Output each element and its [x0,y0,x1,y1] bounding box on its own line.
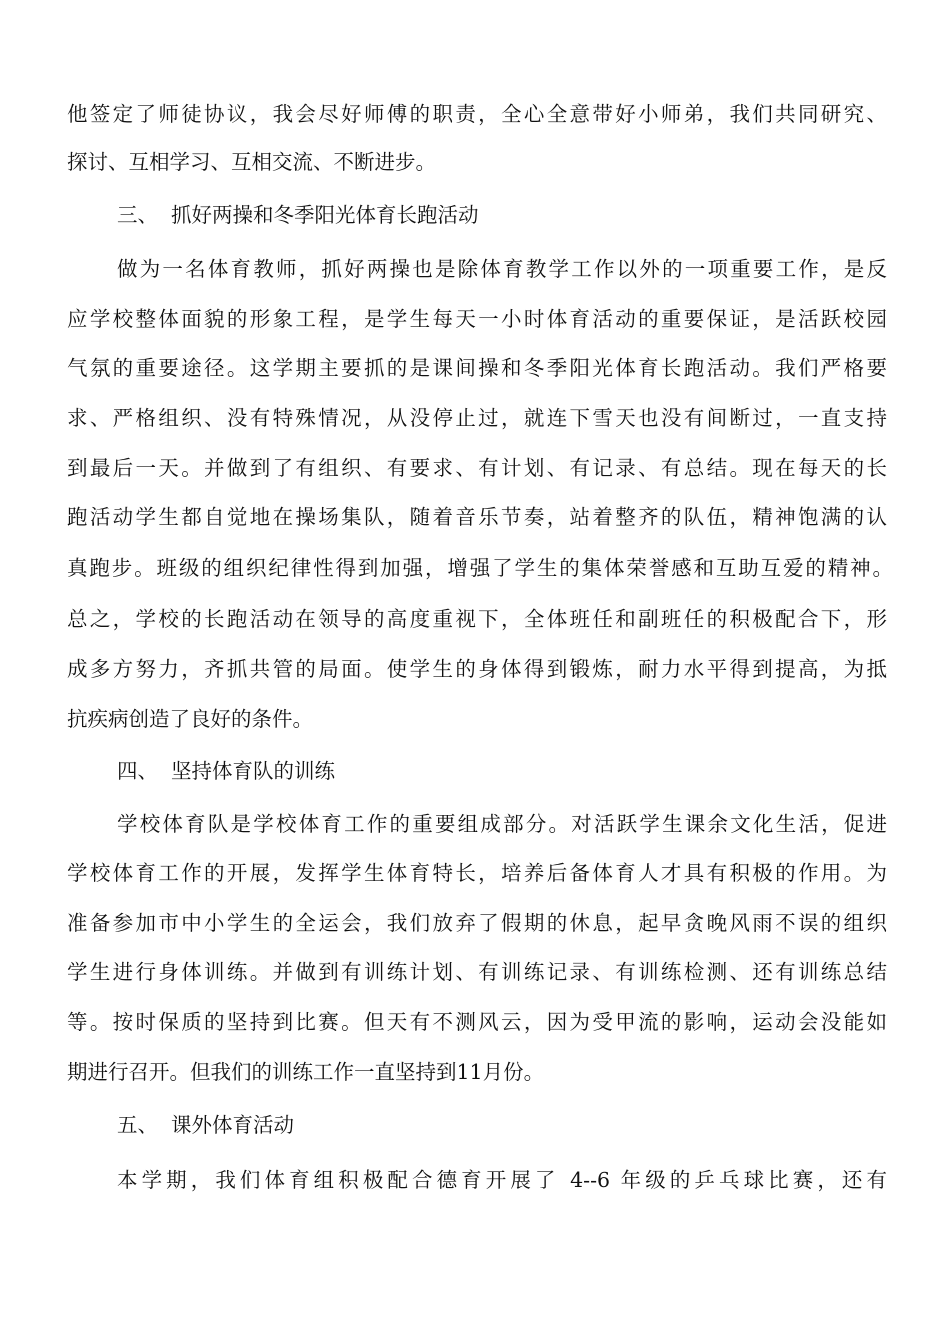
section-heading: 三、 抓好两操和冬季阳光体育长跑活动 [117,203,479,227]
text-line: 成多方努力，齐抓共管的局面。使学生的身体得到锻炼，耐力水平得到提高，为抵 [67,657,887,681]
text-line: 真跑步。班级的组织纪律性得到加强，增强了学生的集体荣誉感和互助互爱的精神。 [67,556,893,580]
text-line: 抗疾病创造了良好的条件。 [67,707,313,731]
section-heading: 五、 课外体育活动 [117,1113,295,1137]
text-line: 跑活动学生都自觉地在操场集队，随着音乐节奏，站着整齐的队伍，精神饱满的认 [67,505,887,529]
text-line: 做为一名体育教师，抓好两操也是除体育教学工作以外的一项重要工作，是反 [117,257,887,281]
text-line: 气氛的重要途径。这学期主要抓的是课间操和冬季阳光体育长跑活动。我们严格要 [67,356,887,380]
text-line: 期进行召开。但我们的训练工作一直坚持到11月份。 [67,1060,545,1084]
text-line: 应学校整体面貌的形象工程，是学生每天一小时体育活动的重要保证，是活跃校园 [67,307,887,331]
text-line: 探讨、互相学习、互相交流、不断进步。 [67,150,436,174]
text-line: 等。按时保质的坚持到比赛。但天有不测风云，因为受甲流的影响，运动会没能如 [67,1010,887,1034]
text-line: 求、严格组织、没有特殊情况，从没停止过，就连下雪天也没有间断过，一直支持 [67,406,887,430]
text-line: 本学期，我们体育组积极配合德育开展了 4--6 年级的乒乓球比赛，还有 [117,1168,887,1192]
text-line: 学校体育工作的开展，发挥学生体育特长，培养后备体育人才具有积极的作用。为 [67,861,887,885]
text-line: 到最后一天。并做到了有组织、有要求、有计划、有记录、有总结。现在每天的长 [67,456,887,480]
text-line: 总之，学校的长跑活动在领导的高度重视下，全体班任和副班任的积极配合下，形 [67,607,887,631]
text-line: 他签定了师徒协议，我会尽好师傅的职责，全心全意带好小师弟，我们共同研究、 [67,102,887,126]
section-heading: 四、 坚持体育队的训练 [117,759,336,783]
text-line: 准备参加市中小学生的全运会，我们放弃了假期的休息，起早贪晚风雨不误的组织 [67,911,887,935]
text-line: 学生进行身体训练。并做到有训练计划、有训练记录、有训练检测、还有训练总结 [67,960,887,984]
text-line: 学校体育队是学校体育工作的重要组成部分。对活跃学生课余文化生活，促进 [117,812,887,836]
